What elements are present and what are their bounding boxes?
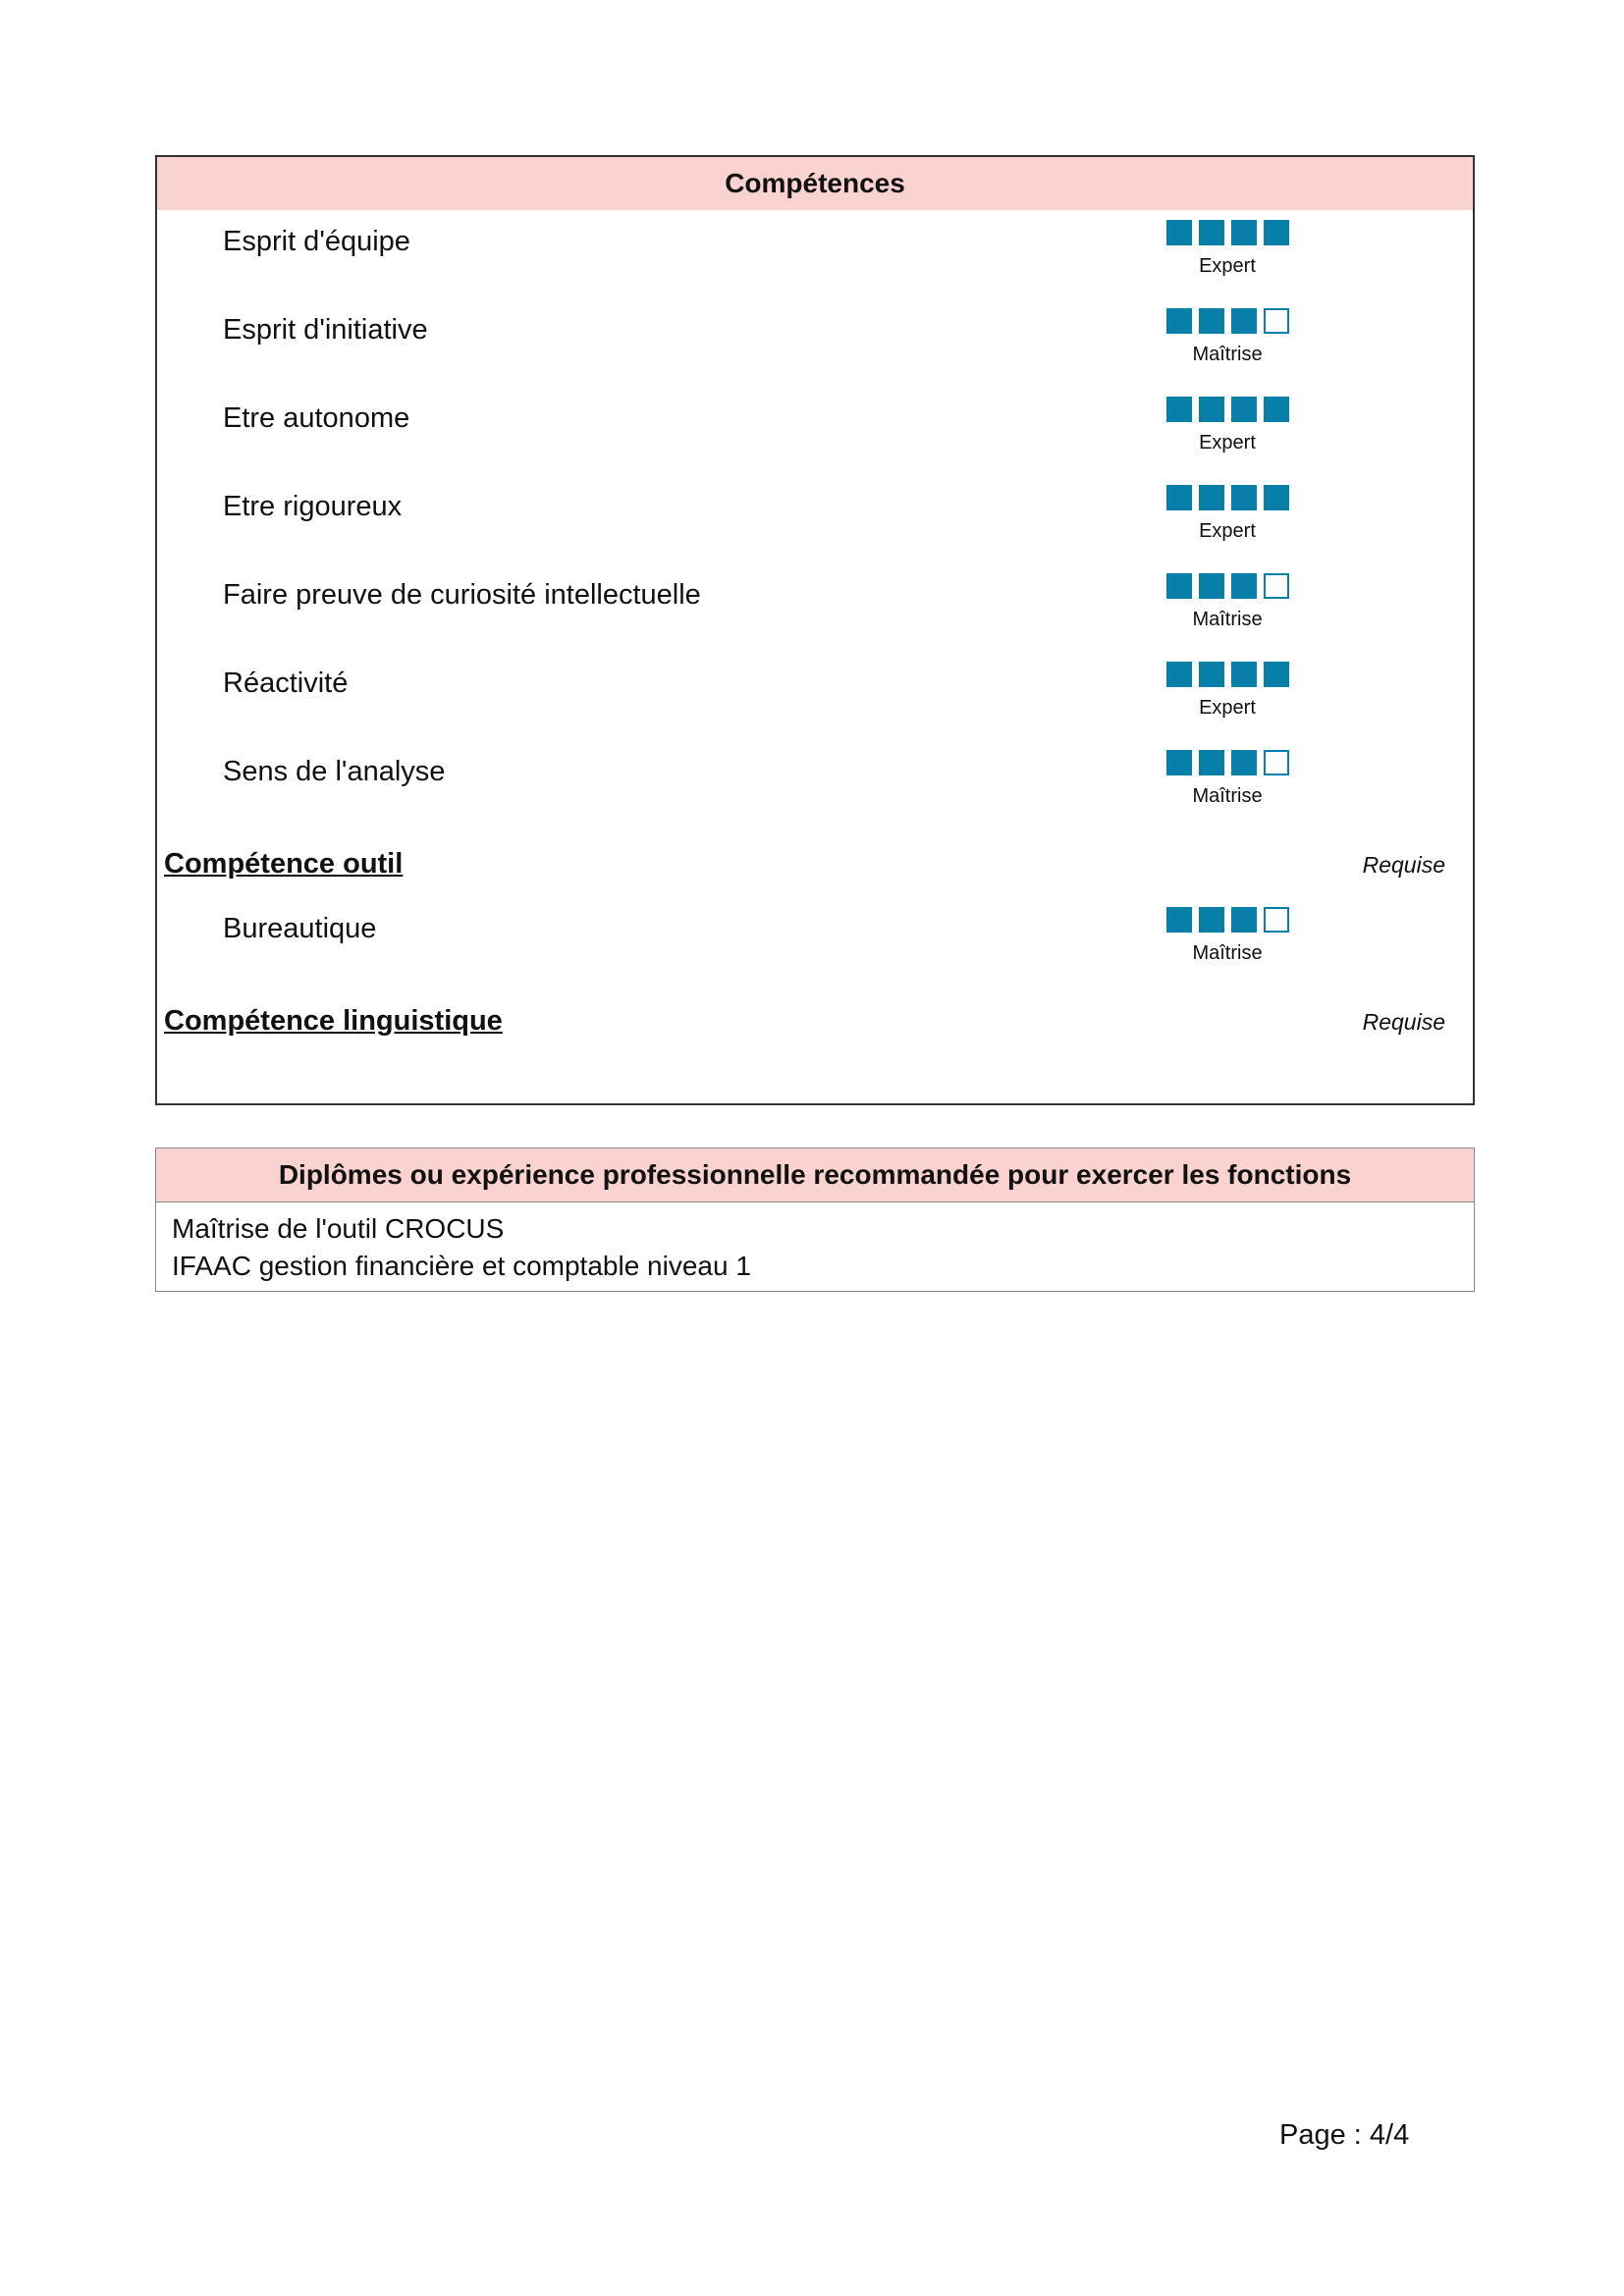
level-indicator bbox=[1164, 485, 1290, 510]
level-label: Expert bbox=[1199, 255, 1256, 277]
skill-row bbox=[157, 899, 1473, 988]
level-square-filled bbox=[1231, 573, 1257, 599]
level-square-filled bbox=[1166, 907, 1192, 933]
skill-name: Esprit d'équipe bbox=[223, 226, 410, 257]
diplomes-content bbox=[156, 1202, 1474, 1293]
level-square-filled bbox=[1199, 220, 1224, 245]
level-square-filled bbox=[1231, 662, 1257, 687]
level-label: Expert bbox=[1199, 520, 1256, 542]
skill-row bbox=[157, 477, 1473, 565]
skill-row bbox=[157, 742, 1473, 830]
level-square-filled bbox=[1231, 750, 1257, 775]
skill-level bbox=[1164, 573, 1290, 631]
level-square-filled bbox=[1166, 397, 1192, 422]
level-square-filled bbox=[1264, 397, 1289, 422]
level-square-filled bbox=[1166, 308, 1192, 334]
category-linguistique bbox=[157, 997, 1473, 1056]
skill-name: Etre rigoureux bbox=[223, 491, 403, 522]
skill-name: Sens de l'analyse bbox=[223, 756, 446, 787]
level-square-filled bbox=[1199, 750, 1224, 775]
required-label: Requise bbox=[1362, 852, 1445, 878]
level-square-empty bbox=[1264, 750, 1289, 775]
level-indicator bbox=[1164, 308, 1290, 334]
level-square-filled bbox=[1231, 485, 1257, 510]
competences-title: Compétences bbox=[157, 157, 1473, 210]
skill-row bbox=[157, 654, 1473, 742]
level-square-filled bbox=[1231, 308, 1257, 334]
level-indicator bbox=[1164, 750, 1290, 775]
level-square-filled bbox=[1199, 308, 1224, 334]
level-square-filled bbox=[1231, 907, 1257, 933]
skill-level bbox=[1164, 485, 1290, 543]
level-square-filled bbox=[1166, 485, 1192, 510]
skill-row bbox=[157, 565, 1473, 654]
skill-name: Etre autonome bbox=[223, 402, 410, 434]
skill-level bbox=[1164, 308, 1290, 366]
level-square-filled bbox=[1199, 907, 1224, 933]
skill-row bbox=[157, 389, 1473, 477]
diplomes-title: Diplômes ou expérience professionnelle recommandée pour exercer les fonctions bbox=[156, 1148, 1474, 1202]
skill-level bbox=[1164, 220, 1290, 278]
level-label: Maîtrise bbox=[1192, 785, 1263, 807]
diplome-line: Maîtrise de l'outil CROCUS bbox=[172, 1213, 505, 1244]
category-title: Compétence outil bbox=[164, 848, 404, 880]
level-square-filled bbox=[1264, 220, 1289, 245]
level-square-filled bbox=[1166, 750, 1192, 775]
level-indicator bbox=[1164, 220, 1290, 245]
level-square-filled bbox=[1199, 397, 1224, 422]
category-outil bbox=[157, 840, 1473, 899]
competences-section bbox=[155, 155, 1475, 1105]
skill-level bbox=[1164, 662, 1290, 720]
level-square-filled bbox=[1166, 573, 1192, 599]
skill-row bbox=[157, 212, 1473, 300]
skill-name: Faire preuve de curiosité intellectuelle bbox=[223, 579, 701, 611]
level-square-filled bbox=[1264, 662, 1289, 687]
level-indicator bbox=[1164, 397, 1290, 422]
skill-name: Esprit d'initiative bbox=[223, 314, 428, 346]
level-square-empty bbox=[1264, 907, 1289, 933]
level-indicator bbox=[1164, 662, 1290, 687]
level-square-filled bbox=[1166, 220, 1192, 245]
level-label: Expert bbox=[1199, 432, 1256, 454]
skill-level bbox=[1164, 397, 1290, 454]
skill-name: Réactivité bbox=[223, 667, 349, 699]
category-title: Compétence linguistique bbox=[164, 1005, 503, 1037]
level-indicator bbox=[1164, 573, 1290, 599]
level-label: Expert bbox=[1199, 697, 1256, 719]
skill-row bbox=[157, 300, 1473, 389]
level-square-empty bbox=[1264, 573, 1289, 599]
diplomes-section bbox=[155, 1148, 1475, 1292]
level-indicator bbox=[1164, 907, 1290, 933]
level-label: Maîtrise bbox=[1192, 942, 1263, 964]
level-square-filled bbox=[1264, 485, 1289, 510]
skill-level bbox=[1164, 750, 1290, 808]
level-label: Maîtrise bbox=[1192, 609, 1263, 630]
level-label: Maîtrise bbox=[1192, 344, 1263, 365]
level-square-filled bbox=[1199, 485, 1224, 510]
level-square-empty bbox=[1264, 308, 1289, 334]
level-square-filled bbox=[1231, 220, 1257, 245]
required-label: Requise bbox=[1362, 1009, 1445, 1035]
level-square-filled bbox=[1199, 662, 1224, 687]
skill-level bbox=[1164, 907, 1290, 965]
level-square-filled bbox=[1199, 573, 1224, 599]
skill-name: Bureautique bbox=[223, 913, 377, 944]
diplome-line: IFAAC gestion financière et comptable niveau 1 bbox=[172, 1251, 751, 1281]
level-square-filled bbox=[1166, 662, 1192, 687]
page-number: Page : 4/4 bbox=[1279, 2119, 1410, 2151]
level-square-filled bbox=[1231, 397, 1257, 422]
